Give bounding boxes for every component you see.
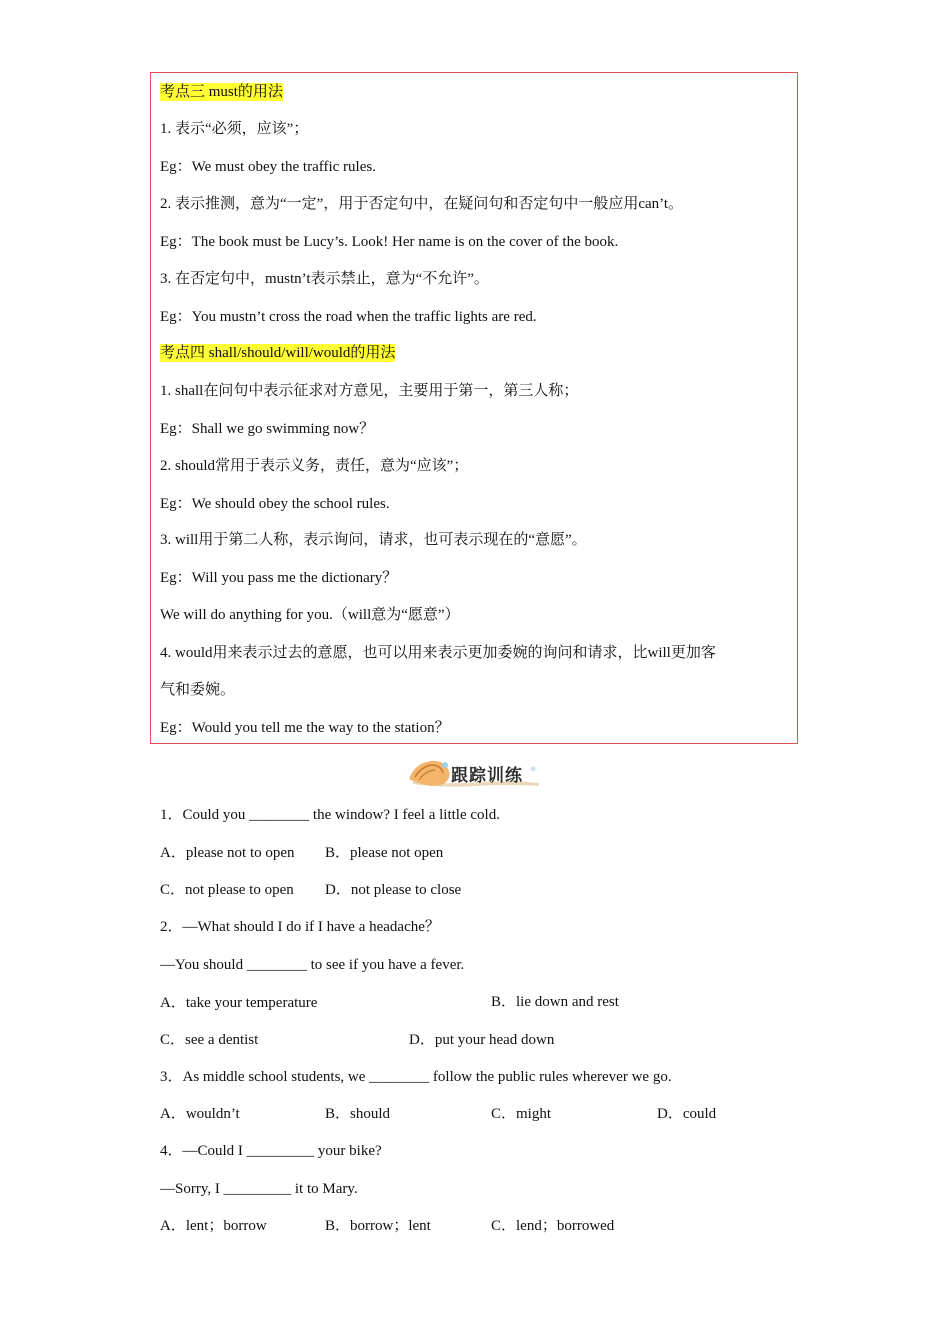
q1-option-b: B．please not open bbox=[325, 845, 444, 861]
example-line: We will do anything for you.（will意为“愿意”） bbox=[160, 607, 460, 623]
note-line: 1. 表示“必须，应该”； bbox=[160, 121, 309, 137]
note-line: 3. 在否定句中，mustn’t表示禁止，意为“不允许”。 bbox=[160, 271, 489, 287]
question-2: 2．—What should I do if I have a headache？ bbox=[160, 919, 440, 935]
q1-option-c: C．not please to open bbox=[160, 882, 294, 898]
note-line: 4. would用来表示过去的意愿，也可以用来表示更加委婉的询问和请求，比will更加客 bbox=[160, 645, 716, 661]
q1-option-d: D．not please to close bbox=[325, 882, 462, 898]
note-line: 3. will用于第二人称，表示询问，请求，也可表示现在的“意愿”。 bbox=[160, 532, 587, 548]
section-heading-modals bbox=[160, 343, 395, 363]
example-line: Eg：You mustn’t cross the road when the traffic lights are red. bbox=[160, 309, 537, 325]
q2-option-d: D．put your head down bbox=[409, 1032, 555, 1048]
example-line: Eg：We should obey the school rules. bbox=[160, 496, 390, 512]
q2-option-c: C．see a dentist bbox=[160, 1032, 259, 1048]
example-line: Eg：We must obey the traffic rules. bbox=[160, 159, 376, 175]
q3-option-c: C．might bbox=[491, 1106, 552, 1122]
example-line: Eg：Would you tell me the way to the station？ bbox=[160, 720, 450, 736]
q3-option-b: B．should bbox=[325, 1106, 391, 1122]
q4-option-c: C．lend；borrowed bbox=[491, 1218, 615, 1234]
q4-option-a: A．lent；borrow bbox=[160, 1218, 267, 1234]
section-heading-must bbox=[160, 82, 283, 102]
example-line: Eg：Shall we go swimming now？ bbox=[160, 421, 375, 437]
question-3: 3．As middle school students, we ________ follow the public rules wherever we go. bbox=[160, 1069, 672, 1085]
question-2-line-2: —You should ________ to see if you have a fever. bbox=[160, 957, 465, 973]
question-4: 4．—Could I _________ your bike? bbox=[160, 1143, 382, 1159]
note-line: 2. should常用于表示义务，责任，意为“应该”； bbox=[160, 458, 469, 474]
q2-option-a: A．take your temperature bbox=[160, 995, 318, 1011]
question-1: 1．Could you ________ the window? I feel a little cold. bbox=[160, 807, 500, 823]
practice-banner bbox=[405, 755, 545, 791]
q4-option-b: B．borrow；lent bbox=[325, 1218, 431, 1234]
note-line: 2. 表示推测，意为“一定”，用于否定句中，在疑问句和否定句中一般应用can’t。 bbox=[160, 196, 684, 212]
question-4-line-2: —Sorry, I _________ it to Mary. bbox=[160, 1181, 358, 1197]
q3-option-a: A．wouldn’t bbox=[160, 1106, 240, 1122]
example-line: Eg：Will you pass me the dictionary？ bbox=[160, 570, 398, 586]
banner-title: 跟踪训练 bbox=[451, 766, 523, 786]
q1-option-a: A．please not to open bbox=[160, 845, 295, 861]
q2-option-b: B．lie down and rest bbox=[491, 994, 619, 1010]
heading-text: 考点三 must的用法 bbox=[160, 84, 283, 100]
note-line: 1. shall在问句中表示征求对方意见，主要用于第一，第三人称； bbox=[160, 383, 579, 399]
heading-text: 考点四 shall/should/will/would的用法 bbox=[160, 345, 396, 361]
example-line: Eg：The book must be Lucy’s. Look! Her name is on the cover of the book. bbox=[160, 234, 619, 250]
q3-option-d: D．could bbox=[657, 1106, 717, 1122]
note-line: 气和委婉。 bbox=[160, 682, 236, 698]
